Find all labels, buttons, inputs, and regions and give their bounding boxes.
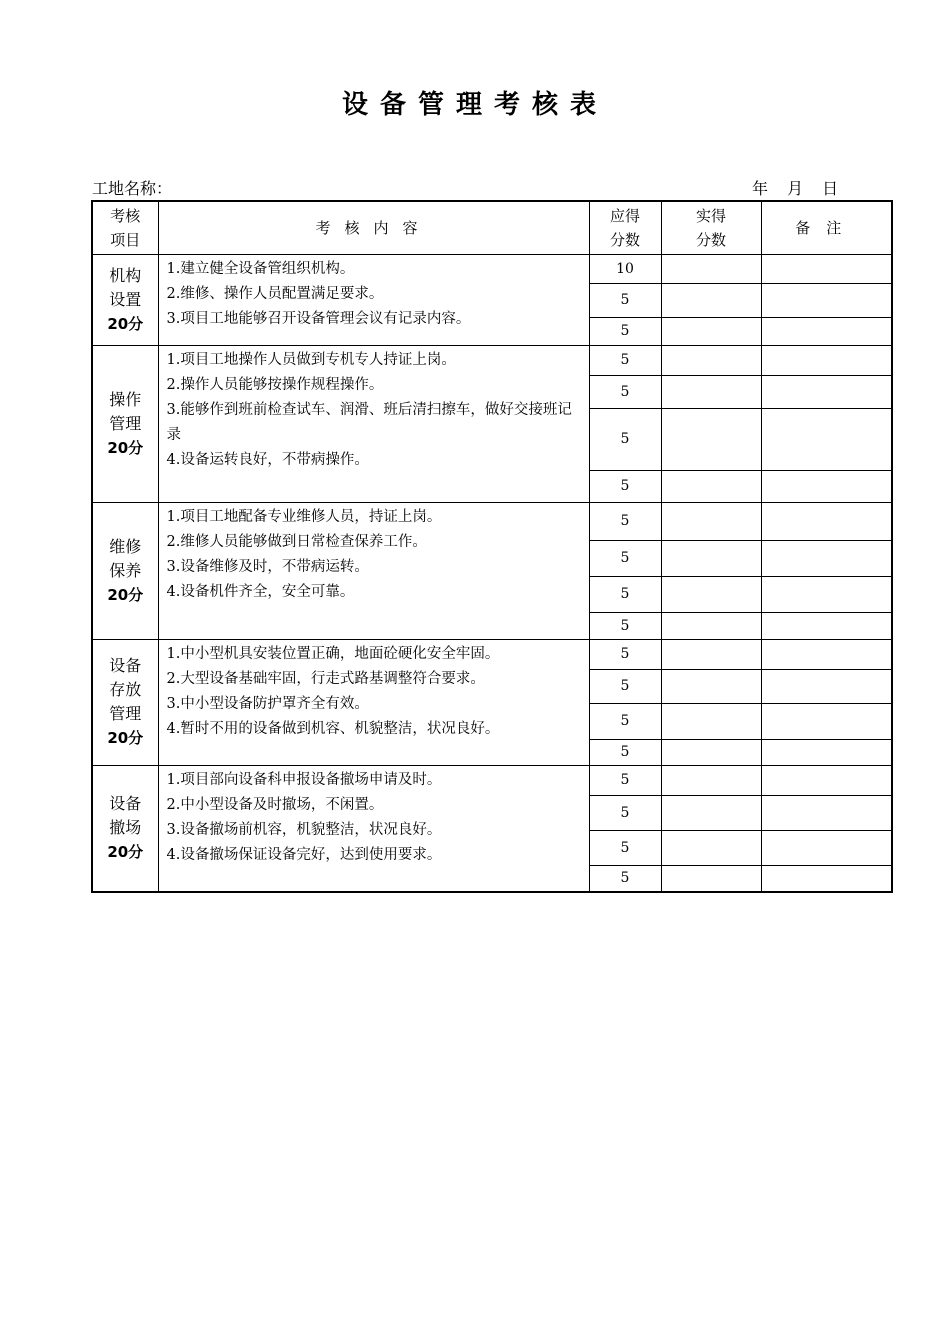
actual-score-cell[interactable] (661, 576, 761, 612)
remark-cell[interactable] (761, 470, 892, 502)
actual-score-cell[interactable] (661, 540, 761, 576)
section-name: 维修 保养 20分 (92, 502, 158, 639)
remark-cell[interactable] (761, 254, 892, 283)
expected-score-cell: 5 (589, 470, 661, 502)
expected-score-cell: 5 (589, 375, 661, 408)
actual-score-cell[interactable] (661, 703, 761, 739)
actual-score-cell[interactable] (661, 254, 761, 283)
remark-cell[interactable] (761, 865, 892, 892)
actual-score-cell[interactable] (661, 830, 761, 865)
table-row (92, 765, 892, 795)
remark-cell[interactable] (761, 639, 892, 669)
expected-score-cell: 10 (589, 254, 661, 283)
actual-score-cell[interactable] (661, 669, 761, 703)
remark-cell[interactable] (761, 317, 892, 345)
remark-cell[interactable] (761, 502, 892, 540)
expected-score-cell: 5 (589, 703, 661, 739)
header-expected-score: 应得 分数 (589, 201, 661, 254)
section-content: 1.建立健全设备管组织机构。 2.维修、操作人员配置满足要求。 3.项目工地能够召开设备管理会议有记录内容。 (158, 254, 589, 345)
table-row (92, 345, 892, 375)
remark-cell[interactable] (761, 576, 892, 612)
remark-cell[interactable] (761, 345, 892, 375)
header-remark: 备注 (761, 201, 892, 254)
actual-score-cell[interactable] (661, 345, 761, 375)
actual-score-cell[interactable] (661, 375, 761, 408)
expected-score-cell: 5 (589, 576, 661, 612)
actual-score-cell[interactable] (661, 765, 761, 795)
section-content: 1.项目工地操作人员做到专机专人持证上岗。 2.操作人员能够按操作规程操作。 3.能够作到班前检查试车、润滑、班后清扫擦车，做好交接班记录 4.设备运转良好，不带病操作。 (158, 345, 589, 502)
remark-cell[interactable] (761, 669, 892, 703)
expected-score-cell: 5 (589, 283, 661, 317)
section-name: 设备 撤场 20分 (92, 765, 158, 892)
section-content: 1.项目工地配备专业维修人员，持证上岗。 2.维修人员能够做到日常检查保养工作。 3.设备维修及时，不带病运转。 4.设备机件齐全，安全可靠。 (158, 502, 589, 639)
expected-score-cell: 5 (589, 669, 661, 703)
remark-cell[interactable] (761, 703, 892, 739)
section-name: 机构 设置 20分 (92, 254, 158, 345)
site-name-label: 工地名称： (92, 179, 173, 198)
actual-score-cell[interactable] (661, 795, 761, 830)
header-content: 考核内容 (158, 201, 589, 254)
section-name: 操作 管理 20分 (92, 345, 158, 502)
actual-score-cell[interactable] (661, 283, 761, 317)
section-content: 1.项目部向设备科申报设备撤场申请及时。 2.中小型设备及时撤场，不闲置。 3.设备撤场前机容，机貌整洁，状况良好。 4.设备撤场保证设备完好，达到使用要求。 (158, 765, 589, 892)
remark-cell[interactable] (761, 765, 892, 795)
header-row (92, 201, 892, 254)
expected-score-cell: 5 (589, 795, 661, 830)
expected-score-cell: 5 (589, 765, 661, 795)
remark-cell[interactable] (761, 830, 892, 865)
expected-score-cell: 5 (589, 639, 661, 669)
actual-score-cell[interactable] (661, 470, 761, 502)
expected-score-cell: 5 (589, 345, 661, 375)
actual-score-cell[interactable] (661, 739, 761, 765)
header-item: 考核 项目 (92, 201, 158, 254)
expected-score-cell: 5 (589, 502, 661, 540)
expected-score-cell: 5 (589, 317, 661, 345)
table-row (92, 639, 892, 669)
remark-cell[interactable] (761, 739, 892, 765)
actual-score-cell[interactable] (661, 612, 761, 639)
section-name: 设备 存放 管理 20分 (92, 639, 158, 765)
expected-score-cell: 5 (589, 612, 661, 639)
table-row (92, 254, 892, 283)
remark-cell[interactable] (761, 612, 892, 639)
expected-score-cell: 5 (589, 408, 661, 470)
page-title: 设备管理考核表 (341, 90, 608, 120)
remark-cell[interactable] (761, 283, 892, 317)
actual-score-cell[interactable] (661, 865, 761, 892)
expected-score-cell: 5 (589, 739, 661, 765)
header-actual-score: 实得 分数 (661, 201, 761, 254)
table-row (92, 502, 892, 540)
actual-score-cell[interactable] (661, 639, 761, 669)
actual-score-cell[interactable] (661, 317, 761, 345)
actual-score-cell[interactable] (661, 502, 761, 540)
assessment-table (91, 200, 893, 893)
expected-score-cell: 5 (589, 540, 661, 576)
actual-score-cell[interactable] (661, 408, 761, 470)
remark-cell[interactable] (761, 540, 892, 576)
date-label: 年 月 日 (752, 179, 839, 198)
expected-score-cell: 5 (589, 865, 661, 892)
expected-score-cell: 5 (589, 830, 661, 865)
remark-cell[interactable] (761, 795, 892, 830)
remark-cell[interactable] (761, 408, 892, 470)
section-content: 1.中小型机具安装位置正确，地面砼硬化安全牢固。 2.大型设备基础牢固，行走式路基调整符合要求。 3.中小型设备防护罩齐全有效。 4.暂时不用的设备做到机容、机貌整洁，状况良好。 (158, 639, 589, 765)
remark-cell[interactable] (761, 375, 892, 408)
